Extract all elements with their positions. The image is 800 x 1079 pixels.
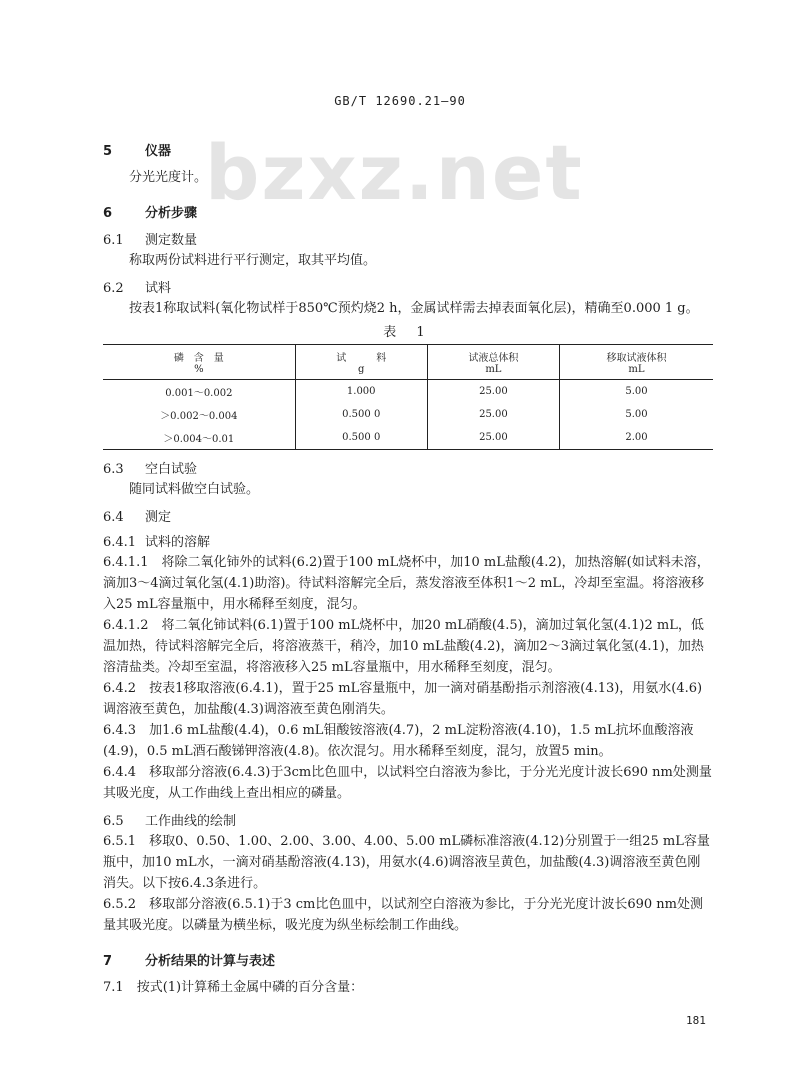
- section-title: 试料: [145, 281, 172, 296]
- clause-6-4-3: [103, 720, 713, 762]
- clause-text: 按表1移取溶液(6.4.1)，置于25 mL容量瓶中，加一滴对硝基酚指示剂溶液(4.13)，用氨水(4.6)调溶液至黄色，加盐酸(4.3)调溶液至黄色刚消失。: [103, 681, 703, 717]
- section-number: 6.4: [103, 510, 124, 525]
- section-7-heading: [103, 950, 713, 969]
- section-title: 测定: [145, 510, 172, 525]
- table-cell: ＞0.004～0.01: [103, 426, 295, 450]
- section-title: 测定数量: [145, 233, 198, 248]
- section-6-3-heading: [103, 458, 713, 477]
- table-row: [103, 426, 713, 450]
- clause-6-4-2: [103, 678, 713, 720]
- section-number: 7: [103, 954, 113, 969]
- table-cell: 2.00: [559, 426, 713, 450]
- table-cell: 25.00: [427, 403, 559, 426]
- table-cell: ＞0.002～0.004: [160, 411, 238, 422]
- table-1: [103, 344, 713, 450]
- section-5-heading: [103, 140, 713, 159]
- table-title: 表 1: [383, 325, 433, 340]
- clause-6-5-2: [103, 894, 713, 936]
- paragraph: 分光光度计。: [129, 170, 208, 185]
- section-6-2-heading: [103, 277, 713, 296]
- clause-6-5-1: [103, 831, 713, 894]
- watermark: bzxz.net: [205, 128, 584, 217]
- table-cell: 0.500 0: [295, 403, 427, 426]
- table-header-cell: 试 料 g: [295, 345, 427, 380]
- clause-number: 6.4.1.1: [103, 555, 149, 570]
- section-title: 空白试验: [145, 462, 198, 477]
- section-6-heading: [103, 202, 713, 221]
- clause-text: 移取部分溶液(6.5.1)于3 cm比色皿中，以试剂空白溶液为参比，于分光光度计波长690 nm处测量其吸光度。以磷量为横坐标，吸光度为纵坐标绘制工作曲线。: [103, 897, 703, 933]
- table-cell: 5.00: [559, 380, 713, 404]
- table-header-cell: 磷 含 量 %: [103, 345, 295, 380]
- table-cell: 25.00: [427, 380, 559, 404]
- table-cell: 25.00: [427, 426, 559, 450]
- clause-text: 按式(1)计算稀土金属中磷的百分含量：: [136, 980, 364, 995]
- paragraph: 按表1称取试料(氧化物试样于850℃预灼烧2 h，金属试样需去掉表面氧化层)，精确至0.000 1 g。: [129, 301, 699, 316]
- paragraph: 随同试料做空白试验。: [129, 482, 260, 497]
- section-6-5-heading: [103, 810, 713, 829]
- clause-number: 6.4.1.2: [103, 618, 149, 633]
- table-cell: 0.500 0: [295, 426, 427, 450]
- clause-number: 6.4.4: [103, 765, 137, 780]
- page-number: 181: [686, 1014, 706, 1027]
- table-row: [103, 380, 713, 404]
- table-header-cell: 试液总体积 mL: [427, 345, 559, 380]
- clause-text: 将除二氧化铈外的试料(6.2)置于100 mL烧杯中，加10 mL盐酸(4.2)，加热溶解(如试料未溶，滴加3～4滴过氧化氢(4.1)助溶)。待试料溶解完全后，蒸发溶液至体积1～2 mL，冷却至室温。将溶液移入25 mL容量瓶中，用水稀释至刻度，混匀。: [103, 555, 710, 612]
- section-title: 仪器: [145, 144, 172, 159]
- section-number: 6.5: [103, 814, 124, 829]
- clause-number: 6.4.3: [103, 723, 137, 738]
- clause-6-4-1-2: [103, 615, 713, 678]
- section-number: 6.1: [103, 233, 124, 248]
- section-number: 6: [103, 206, 113, 221]
- clause-number: 6.5.1: [103, 834, 137, 849]
- section-number: 5: [103, 144, 113, 159]
- content: [103, 132, 713, 998]
- section-number: 6.4.1: [103, 535, 137, 550]
- table-cell: 1.000: [295, 380, 427, 404]
- clause-text: 移取0、0.50、1.00、2.00、3.00、4.00、5.00 mL磷标准溶液(4.12)分别置于一组25 mL容量瓶中，加10 mL水，一滴对硝基酚溶液(4.13)，用氨水(4.6)调溶液呈黄色，加盐酸(4.3)调溶液至黄色刚消失。以下按6.4.3条进行。: [103, 834, 710, 891]
- clause-text: 将二氧化铈试料(6.1)置于100 mL烧杯中，加20 mL硝酸(4.5)，滴加过氧化氢(4.1)2 mL，低温加热，待试料溶解完全后，将溶液蒸干，稍冷，加10 mL盐酸(4.2)，滴加2～3滴过氧化氢(4.1)，加热溶清盐类。冷却至室温，将溶液移入25 mL容量瓶中，用水稀释至刻度，混匀。: [103, 618, 704, 675]
- section-title: 试料的溶解: [145, 535, 211, 550]
- table-header-row: [103, 345, 713, 380]
- section-title: 分析结果的计算与表述: [145, 954, 276, 969]
- clause-text: 加1.6 mL盐酸(4.4)，0.6 mL钼酸铵溶液(4.7)，2 mL淀粉溶液(4.10)，1.5 mL抗坏血酸溶液(4.9)，0.5 mL酒石酸锑钾溶液(4.8)。依次混匀。用水稀释至刻度，混匀，放置5 min。: [103, 723, 694, 759]
- table-header-cell: 移取试液体积 mL: [559, 345, 713, 380]
- section-title: 工作曲线的绘制: [145, 814, 237, 829]
- table-row: [103, 403, 713, 426]
- page-header: GB/T 12690.21—90: [334, 94, 466, 108]
- table-cell: 5.00: [559, 403, 713, 426]
- section-number: 6.3: [103, 462, 124, 477]
- paragraph: 称取两份试料进行平行测定，取其平均值。: [129, 253, 377, 268]
- clause-number: 6.4.2: [103, 681, 137, 696]
- section-6-4-1-heading: [103, 531, 713, 550]
- section-title: 分析步骤: [145, 206, 198, 221]
- clause-6-4-1-1: [103, 552, 713, 615]
- clause-number: 7.1: [103, 980, 124, 995]
- clause-7-1: [103, 977, 713, 998]
- section-6-4-heading: [103, 506, 713, 525]
- table-cell: 0.001～0.002: [165, 388, 233, 399]
- clause-6-4-4: [103, 762, 713, 804]
- section-6-1-heading: [103, 229, 713, 248]
- clause-number: 6.5.2: [103, 897, 137, 912]
- clause-text: 移取部分溶液(6.4.3)于3cm比色皿中，以试料空白溶液为参比，于分光光度计波长690 nm处测量其吸光度，从工作曲线上查出相应的磷量。: [103, 765, 712, 801]
- section-number: 6.2: [103, 281, 124, 296]
